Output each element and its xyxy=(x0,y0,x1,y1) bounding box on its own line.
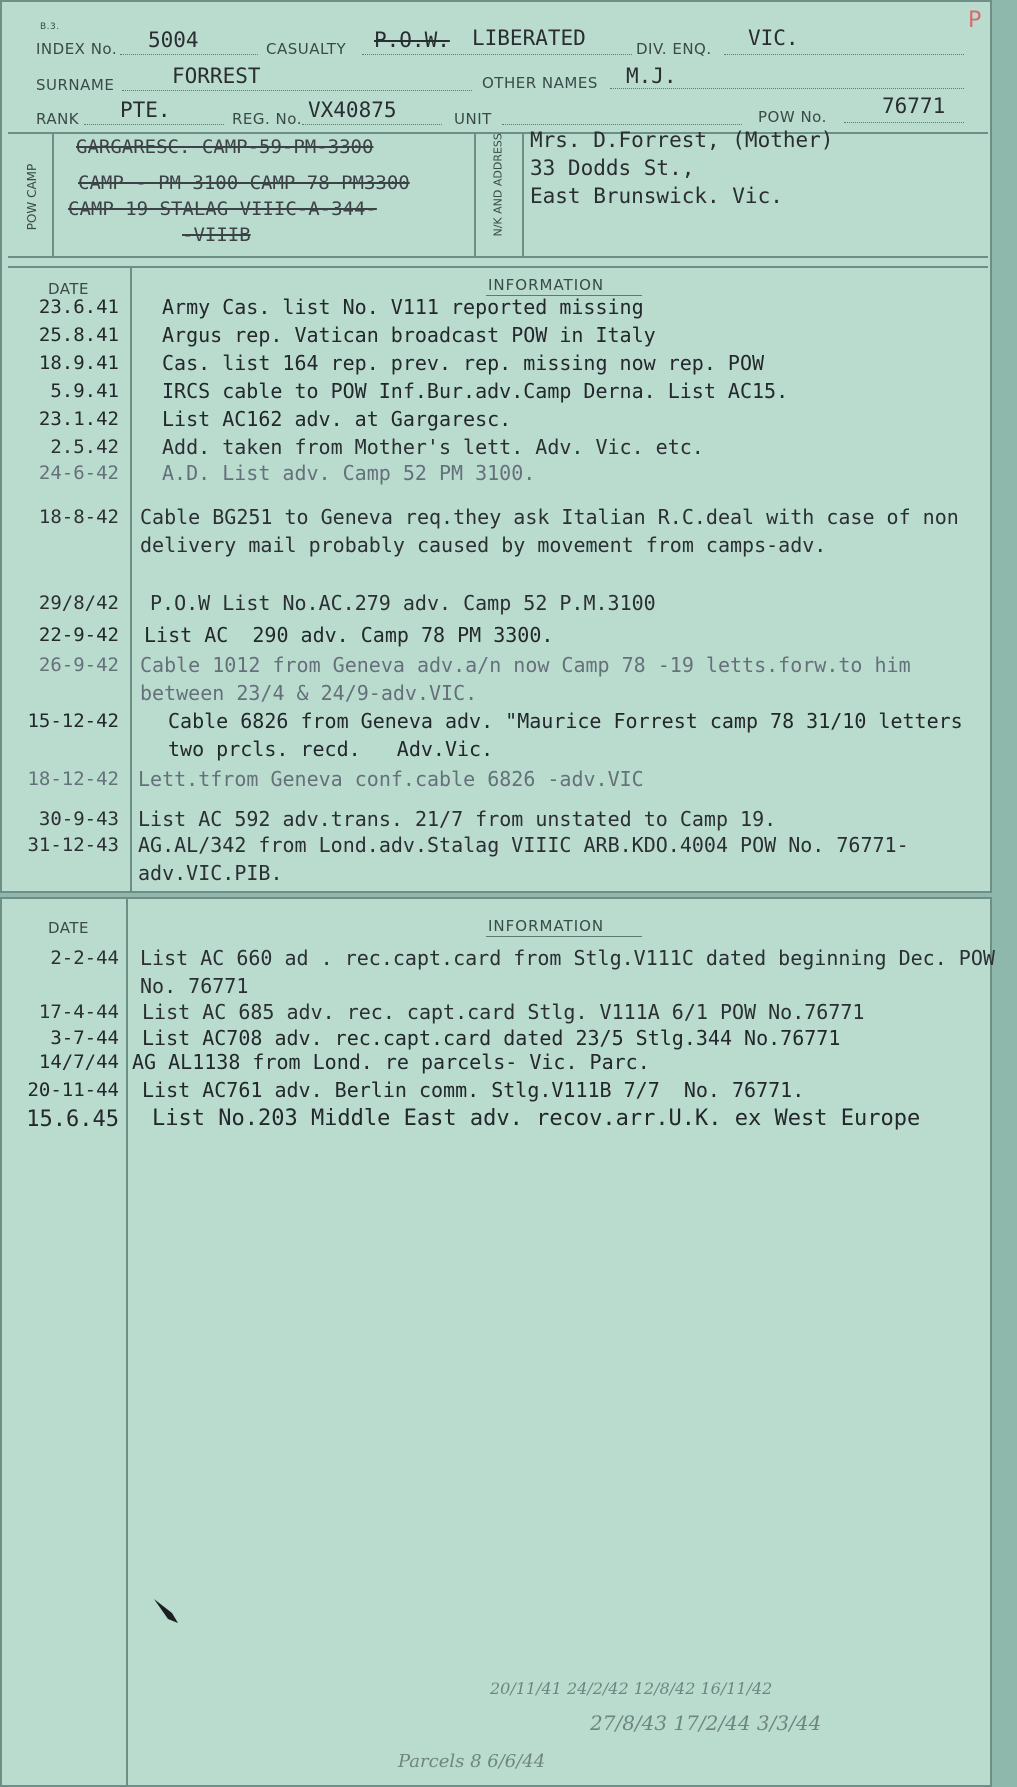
entry-date: 24-6-42 xyxy=(38,462,119,484)
pow-camp-label: POW CAMP xyxy=(25,163,39,231)
rank-label: RANK xyxy=(36,110,80,128)
handwritten-line-3: Parcels 8 6/6/44 xyxy=(398,1751,546,1772)
div-enq-label: DIV. ENQ. xyxy=(636,40,712,58)
entry-text: List AC761 adv. Berlin comm. Stlg.V111B 7/7 No. 76771. xyxy=(142,1078,805,1102)
entry-text: Cable 1012 from Geneva adv.a/n now Camp 78 -19 letts.forw.to him between 23/4 & 24/9-adv.VIC. xyxy=(140,653,923,705)
information-col-header: INFORMATION xyxy=(488,917,605,935)
entry-date: 20-11-44 xyxy=(27,1079,119,1101)
date-col-header: DATE xyxy=(48,280,90,298)
entry-text: AG AL1138 from Lond. re parcels- Vic. Parc. xyxy=(132,1050,650,1074)
entry-date: 22-9-42 xyxy=(38,624,119,646)
form-code: B.3. xyxy=(40,22,60,32)
red-mark: P xyxy=(968,8,982,33)
index-label: INDEX No. xyxy=(36,40,118,58)
entry-text: Army Cas. list No. V111 reported missing xyxy=(162,295,644,319)
casualty-struck-value: P.O.W. xyxy=(374,28,450,52)
pow-no-value: 76771 xyxy=(882,94,946,118)
entry-text: List AC708 adv. rec.capt.card dated 23/5 Stlg.344 No.76771 xyxy=(142,1026,841,1050)
entry-text: Cable 6826 from Geneva adv. "Maurice Forrest camp 78 31/10 letters two prcls. recd. Adv.Vic. xyxy=(168,709,975,761)
entry-date: 18-12-42 xyxy=(27,768,119,790)
pow-no-label: POW No. xyxy=(758,108,827,126)
entry-text: List AC 290 adv. Camp 78 PM 3300. xyxy=(144,623,554,647)
reg-no-value: VX40875 xyxy=(308,98,397,122)
entry-text: List AC162 adv. at Gargaresc. xyxy=(162,407,512,431)
entry-text: IRCS cable to POW Inf.Bur.adv.Camp Derna. List AC15. xyxy=(162,379,789,403)
address-line-1: Mrs. D.Forrest, (Mother) xyxy=(530,128,834,152)
entry-date: 3-7-44 xyxy=(50,1027,119,1049)
entry-date: 14/7/44 xyxy=(38,1051,119,1073)
pow-camp-line-1: GARGARESC. CAMP-59-PM-3300 xyxy=(76,136,374,158)
other-names-label: OTHER NAMES xyxy=(482,74,598,92)
entry-text: Add. taken from Mother's lett. Adv. Vic. etc. xyxy=(162,435,704,459)
entry-text: List AC 685 adv. rec. capt.card Stlg. V111A 6/1 POW No.76771 xyxy=(142,1000,865,1024)
entry-text: List AC 592 adv.trans. 21/7 from unstated to Camp 19. xyxy=(138,807,777,831)
entry-text: Cas. list 164 rep. prev. rep. missing now rep. POW xyxy=(162,351,765,375)
entry-date: 2-2-44 xyxy=(50,947,119,969)
unit-label: UNIT xyxy=(454,110,492,128)
address-line-3: East Brunswick. Vic. xyxy=(530,184,783,208)
entry-date: 25.8.41 xyxy=(38,324,119,346)
entry-date: 15.6.45 xyxy=(26,1107,119,1132)
entry-text: Argus rep. Vatican broadcast POW in Italy xyxy=(162,323,656,347)
entry-text: List AC 660 ad . rec.capt.card from Stlg.V111C dated beginning Dec. POW No. 76771 xyxy=(140,946,1007,998)
information-col-header: INFORMATION xyxy=(488,276,605,294)
handwritten-line-2: 27/8/43 17/2/44 3/3/44 xyxy=(590,1711,822,1735)
entry-text: AG.AL/342 from Lond.adv.Stalag VIIIC ARB.KDO.4004 POW No. 76771-adv.VIC.PIB. xyxy=(138,833,909,885)
casualty-value: LIBERATED xyxy=(472,26,586,50)
address-line-2: 33 Dodds St., xyxy=(530,156,695,180)
entry-date: 5.9.41 xyxy=(50,380,119,402)
entry-text: P.O.W List No.AC.279 adv. Camp 52 P.M.3100 xyxy=(150,591,656,615)
entry-date: 18.9.41 xyxy=(38,352,119,374)
entry-date: 29/8/42 xyxy=(38,592,119,614)
div-enq-value: VIC. xyxy=(748,26,799,50)
casualty-label: CASUALTY xyxy=(266,40,347,58)
entry-date: 15-12-42 xyxy=(27,710,119,732)
date-col-header: DATE xyxy=(48,919,90,937)
nk-address-label: N/K AND ADDRESS xyxy=(491,133,505,237)
rank-value: PTE. xyxy=(120,98,171,122)
index-value: 5004 xyxy=(148,28,199,52)
pow-camp-line-2: CAMP - PM 3100 CAMP 78 PM3300 xyxy=(78,172,410,194)
surname-value: FORREST xyxy=(172,64,261,88)
ink-mark xyxy=(150,1595,184,1627)
entry-date: 26-9-42 xyxy=(38,654,119,676)
casualty-card-back xyxy=(0,897,1007,1787)
casualty-card-front xyxy=(0,0,992,893)
entry-date: 17-4-44 xyxy=(38,1001,119,1023)
entry-date: 18-8-42 xyxy=(38,506,119,528)
reg-no-label: REG. No. xyxy=(232,110,302,128)
pow-camp-line-3: CAMP 19 STALAG VIIIC-A-344- xyxy=(68,198,377,220)
entry-date: 31-12-43 xyxy=(27,834,119,856)
entry-text: List No.203 Middle East adv. recov.arr.U.K. ex West Europe xyxy=(152,1106,921,1131)
pow-camp-line-4: -VIIIB xyxy=(182,224,251,246)
entry-text: A.D. List adv. Camp 52 PM 3100. xyxy=(162,461,536,485)
other-names-value: M.J. xyxy=(626,64,677,88)
surname-label: SURNAME xyxy=(36,76,115,94)
entry-date: 23.6.41 xyxy=(38,296,119,318)
entry-date: 2.5.42 xyxy=(50,436,119,458)
handwritten-line-1: 20/11/41 24/2/42 12/8/42 16/11/42 xyxy=(490,1679,773,1698)
entry-date: 23.1.42 xyxy=(38,408,119,430)
entry-text: Cable BG251 to Geneva req.they ask Italian R.C.deal with case of non delivery mail probably caused by movement from camps-adv. xyxy=(140,505,971,557)
entry-text: Lett.tfrom Geneva conf.cable 6826 -adv.VIC xyxy=(138,767,644,791)
entry-date: 30-9-43 xyxy=(38,808,119,830)
